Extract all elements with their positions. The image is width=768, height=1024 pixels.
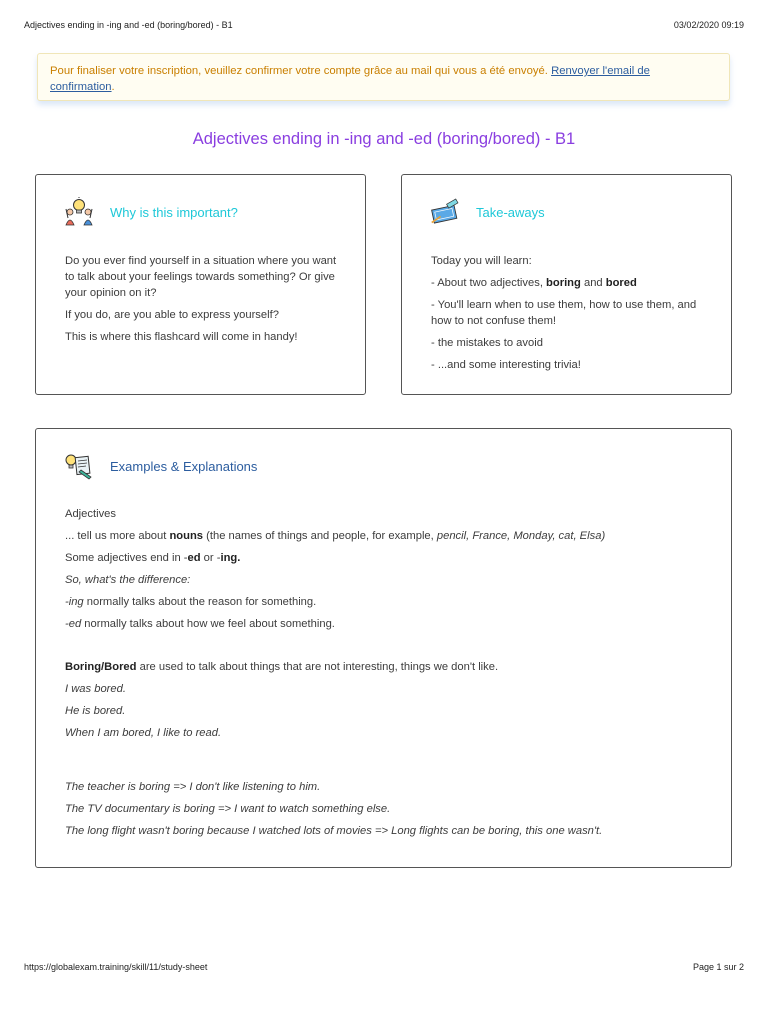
examples-line (65, 725, 711, 741)
why-paragraph: This is where this flashcard will come in handy! (65, 331, 298, 343)
print-header (24, 20, 744, 34)
examples-text: Some adjectives end in - (65, 552, 188, 564)
lightbulb-document-icon (64, 451, 94, 481)
takeaways-card-header (430, 197, 545, 227)
examples-italic-question: So, what's the difference: (65, 574, 191, 586)
spacer (65, 747, 711, 779)
examples-line (65, 779, 711, 795)
examples-line (65, 528, 711, 544)
examples-card-header (64, 451, 257, 481)
notice-text: Pour finaliser votre inscription, veuillez confirmer votre compte grâce au mail qui vous a été envoyé. (50, 65, 552, 77)
examples-card (35, 428, 732, 868)
examples-line (65, 594, 711, 610)
example-sentence: The teacher is boring => I don't like listening to him. (65, 781, 321, 793)
example-sentence: When I am bored, I like to read. (65, 727, 222, 739)
why-paragraph: If you do, are you able to express yourself? (65, 309, 279, 321)
examples-line (65, 550, 711, 566)
examples-bold-ed: ed (187, 552, 201, 564)
example-sentence: The TV documentary is boring => I want to watch something else. (65, 803, 391, 815)
takeaways-item-text: - About two adjectives, (431, 277, 547, 289)
examples-line (65, 572, 711, 588)
examples-bold-ing: ing. (220, 552, 241, 564)
example-sentence: He is bored. (65, 705, 126, 717)
why-paragraph: Do you ever find yourself in a situation where you want to talk about your feelings towards something? Or give your opinion on it? (65, 255, 337, 299)
examples-card-title: Examples & Explanations (110, 458, 258, 474)
examples-line (65, 703, 711, 719)
blueprint-icon (430, 197, 460, 227)
examples-card-body (65, 506, 711, 845)
print-footer-url: https://globalexam.training/skill/11/study-sheet (24, 962, 208, 972)
examples-text: normally talks about the reason for something. (83, 596, 317, 608)
takeaways-item (431, 275, 711, 291)
examples-line (65, 681, 711, 697)
takeaways-bold-bored: bored (605, 277, 637, 289)
spacer (65, 638, 711, 659)
examples-italic-ing: -ing (65, 596, 84, 608)
takeaways-item: - You'll learn when to use them, how to use them, and how to not confuse them! (431, 299, 697, 327)
examples-italic-ed: -ed (65, 618, 82, 630)
resend-email-link[interactable]: Renvoyer l'email de confirmation (50, 65, 650, 93)
examples-line (65, 823, 711, 839)
example-sentence: The long flight wasn't boring because I watched lots of movies => Long flights can be boring, this one wasn't. (65, 825, 603, 837)
examples-line (65, 801, 711, 817)
takeaways-card-body (431, 253, 711, 379)
why-card-title: Why is this important? (110, 204, 238, 220)
takeaways-item: - the mistakes to avoid (431, 337, 543, 349)
examples-line (65, 616, 711, 632)
why-card-body (65, 253, 345, 351)
examples-text: or - (200, 552, 221, 564)
why-important-card (35, 174, 366, 395)
page-title: Adjectives ending in -ing and -ed (boring/bored) - B1 (192, 130, 576, 148)
lightbulb-people-icon (64, 197, 94, 227)
print-footer-page: Page 1 sur 2 (692, 962, 744, 972)
examples-text: are used to talk about things that are not interesting, things we don't like. (136, 661, 499, 673)
examples-line (65, 659, 711, 675)
examples-text: (the names of things and people, for example, (203, 530, 437, 542)
takeaways-intro: Today you will learn: (431, 255, 532, 267)
examples-text: ... tell us more about (65, 530, 170, 542)
takeaways-bold-boring: boring (546, 277, 581, 289)
examples-line: Adjectives (65, 508, 116, 520)
example-sentence: I was bored. (65, 683, 126, 695)
examples-italic-list: pencil, France, Monday, cat, Elsa) (436, 530, 606, 542)
examples-bold-nouns: nouns (169, 530, 204, 542)
takeaways-item-text: and (580, 277, 606, 289)
why-card-header (64, 197, 238, 227)
examples-text: normally talks about how we feel about something. (81, 618, 335, 630)
takeaways-item: - ...and some interesting trivia! (431, 359, 581, 371)
print-header-datetime: 03/02/2020 09:19 (673, 20, 744, 30)
print-header-title: Adjectives ending in -ing and -ed (boring/bored) - B1 (24, 20, 233, 30)
print-footer (24, 962, 744, 976)
notice-period: . (111, 81, 115, 93)
examples-bold-boring-bored: Boring/Bored (65, 661, 137, 673)
takeaways-card (401, 174, 732, 395)
confirmation-notice (37, 53, 730, 101)
takeaways-card-title: Take-aways (476, 204, 545, 220)
